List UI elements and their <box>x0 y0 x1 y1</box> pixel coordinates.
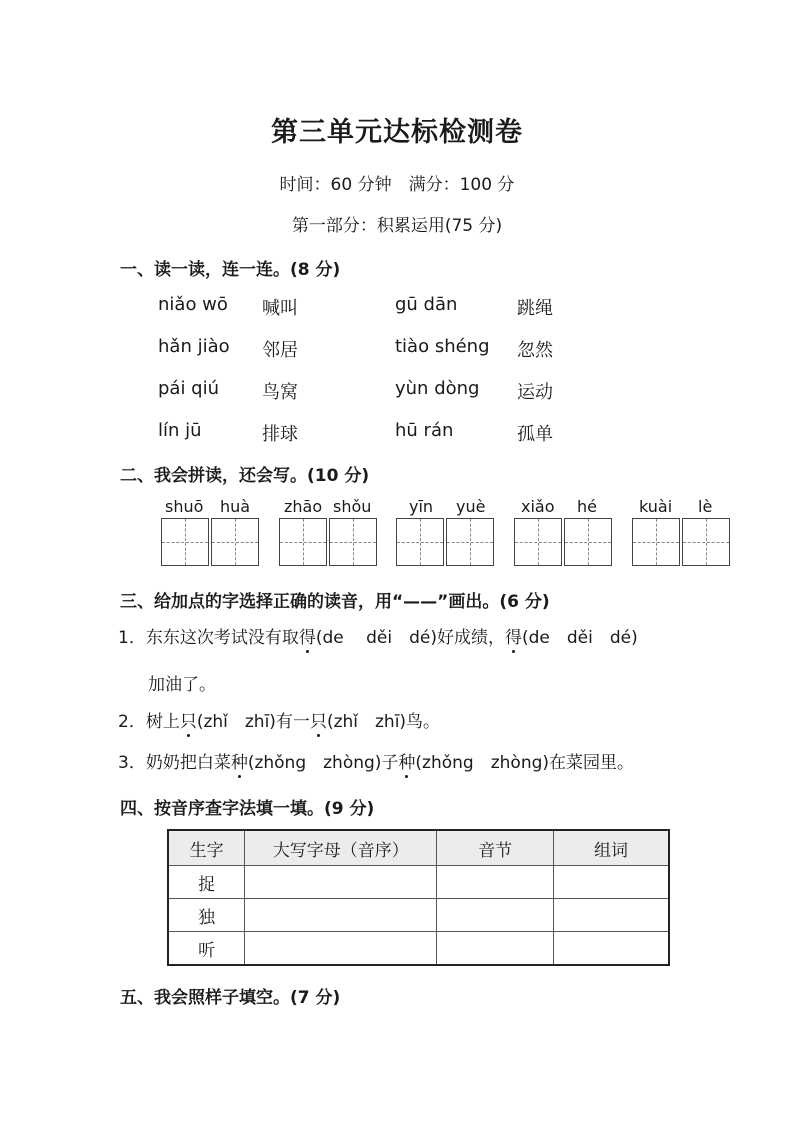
pinyin-syllable: hé <box>577 497 597 516</box>
reading-options[interactable]: (de děi dé) <box>521 628 638 648</box>
answer-cell[interactable] <box>245 899 437 932</box>
section-3-heading: 三、给加点的字选择正确的读音，用“——”画出。(6 分) <box>120 592 550 612</box>
reading-options[interactable]: (zhǐ zhī)有一 <box>196 712 310 732</box>
pinyin-syllable: lè <box>698 497 713 516</box>
word-right: 跳绳 <box>517 298 553 319</box>
pinyin-syllable: yīn <box>409 497 434 516</box>
question-text: 3．奶奶把白菜 <box>118 753 231 773</box>
dotted-char: 得 <box>505 623 522 648</box>
table-header-row <box>168 830 669 866</box>
pinyin-syllable: shǒu <box>333 497 372 516</box>
answer-cell[interactable] <box>553 866 669 899</box>
answer-cell[interactable] <box>245 866 437 899</box>
column-header: 组词 <box>553 830 669 866</box>
column-header: 音节 <box>437 830 554 866</box>
question-2 <box>118 707 440 732</box>
word-right: 忽然 <box>517 340 553 361</box>
section-5-heading: 五、我会照样子填空。(7 分) <box>120 988 341 1008</box>
pinyin-left: lín jū <box>158 420 202 441</box>
dotted-char: 种 <box>398 748 415 773</box>
dotted-char: 得 <box>299 623 316 648</box>
reading-options[interactable]: (zhǒng zhòng)在菜园里。 <box>415 753 635 773</box>
pinyin-syllable: xiǎo <box>521 497 555 516</box>
tian-box[interactable] <box>396 518 444 566</box>
char-cell: 独 <box>168 899 245 932</box>
pinyin-syllable: zhāo <box>284 497 323 516</box>
column-header: 大写字母（音序） <box>245 830 437 866</box>
word-left: 邻居 <box>262 340 298 361</box>
pinyin-right: gū dān <box>395 294 458 315</box>
word-left: 鸟窝 <box>262 382 298 403</box>
tian-box[interactable] <box>279 518 327 566</box>
dotted-char: 只 <box>180 707 197 732</box>
question-1 <box>118 623 638 648</box>
pinyin-right: yùn dòng <box>395 378 480 399</box>
question-text: 2．树上 <box>118 712 180 732</box>
word-right: 孤单 <box>517 424 553 445</box>
answer-cell[interactable] <box>553 899 669 932</box>
table-row <box>168 866 669 899</box>
word-left: 喊叫 <box>262 298 298 319</box>
section-4-heading: 四、按音序查字法填一填。(9 分) <box>120 799 375 819</box>
answer-cell[interactable] <box>245 932 437 966</box>
column-header: 生字 <box>168 830 245 866</box>
writing-grid[interactable] <box>279 518 377 566</box>
answer-cell[interactable] <box>437 932 554 966</box>
section-1-heading: 一、读一读，连一连。(8 分) <box>120 260 341 280</box>
question-3 <box>118 748 634 773</box>
writing-grid[interactable] <box>632 518 730 566</box>
tian-box[interactable] <box>329 518 377 566</box>
word-left: 排球 <box>262 424 298 445</box>
tian-box[interactable] <box>211 518 259 566</box>
phonetic-lookup-table <box>167 829 670 966</box>
pinyin-left: pái qiú <box>158 378 220 399</box>
reading-options[interactable]: (zhǒng zhòng)子 <box>247 753 399 773</box>
word-right: 运动 <box>517 382 553 403</box>
pinyin-syllable: shuō <box>165 497 204 516</box>
pinyin-left: hǎn jiào <box>158 336 230 357</box>
pinyin-syllable: yuè <box>456 497 486 516</box>
tian-box[interactable] <box>161 518 209 566</box>
exam-meta: 时间：60 分钟 满分：100 分 <box>279 175 515 195</box>
tian-box[interactable] <box>632 518 680 566</box>
pinyin-left: niǎo wō <box>158 294 228 315</box>
pinyin-syllable: kuài <box>639 497 673 516</box>
question-1-continued: 加油了。 <box>148 675 216 695</box>
answer-cell[interactable] <box>437 899 554 932</box>
pinyin-right: tiào shéng <box>395 336 490 357</box>
writing-grid[interactable] <box>514 518 612 566</box>
table-row <box>168 932 669 966</box>
question-text: 1．东东这次考试没有取 <box>118 628 299 648</box>
tian-box[interactable] <box>564 518 612 566</box>
reading-options[interactable]: (de děi dé)好成绩， <box>315 628 505 648</box>
writing-grid[interactable] <box>396 518 494 566</box>
reading-options[interactable]: (zhǐ zhī)鸟。 <box>326 712 441 732</box>
answer-cell[interactable] <box>553 932 669 966</box>
writing-grid[interactable] <box>161 518 259 566</box>
char-cell: 听 <box>168 932 245 966</box>
part-heading: 第一部分：积累运用(75 分) <box>291 216 503 236</box>
dotted-char: 种 <box>231 748 248 773</box>
tian-box[interactable] <box>682 518 730 566</box>
answer-cell[interactable] <box>437 866 554 899</box>
pinyin-syllable: huà <box>220 497 251 516</box>
tian-box[interactable] <box>446 518 494 566</box>
pinyin-right: hū rán <box>395 420 454 441</box>
table-row <box>168 899 669 932</box>
page-title: 第三单元达标检测卷 <box>271 117 523 148</box>
section-2-heading: 二、我会拼读，还会写。(10 分) <box>120 466 370 486</box>
char-cell: 捉 <box>168 866 245 899</box>
tian-box[interactable] <box>514 518 562 566</box>
dotted-char: 只 <box>310 707 327 732</box>
